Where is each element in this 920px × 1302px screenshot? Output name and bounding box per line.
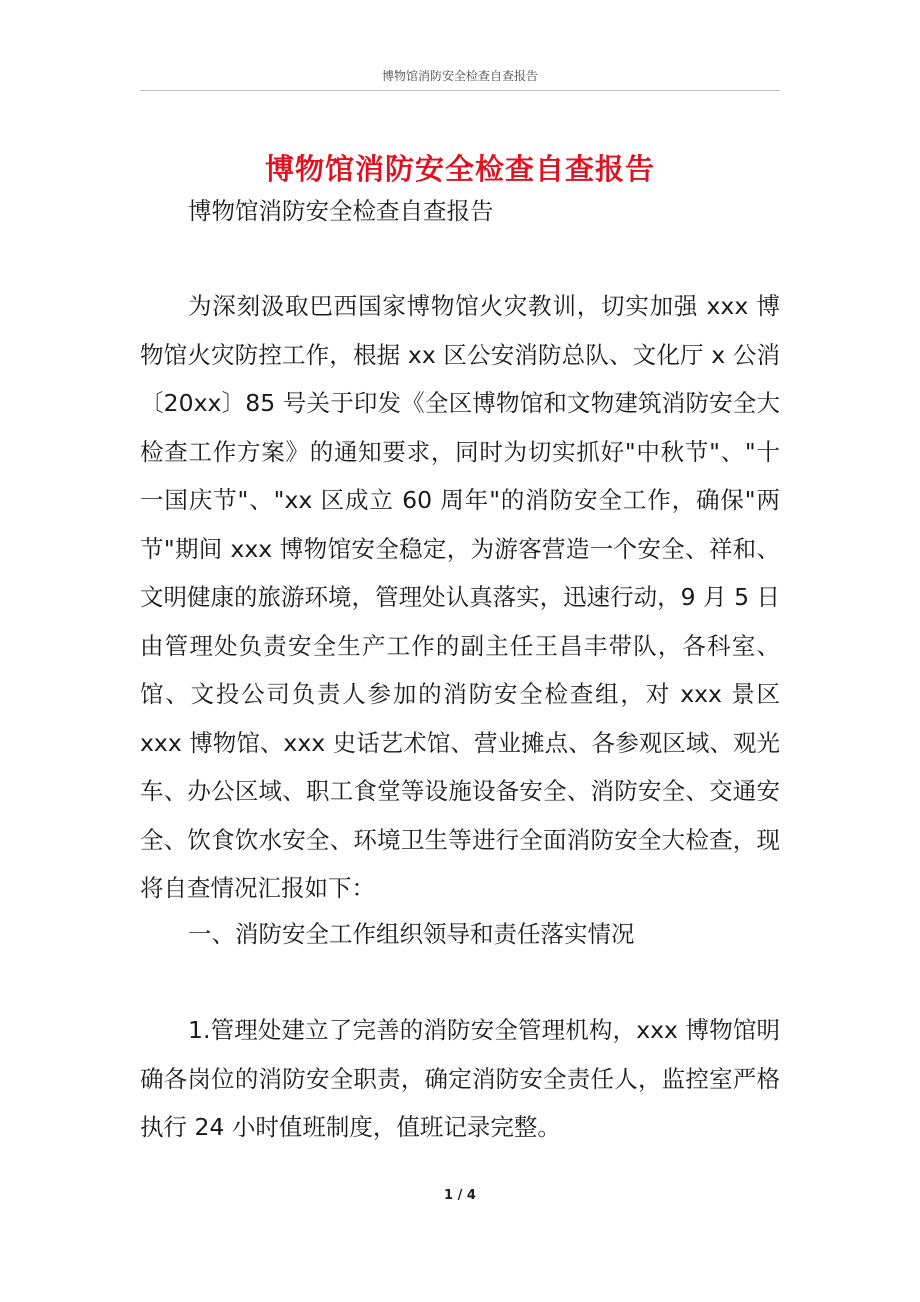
section-heading: 一、消防安全工作组织领导和责任落实情况 (188, 920, 635, 948)
body-paragraph: 为深刻汲取巴西国家博物馆火灾教训，切实加强 xxx 博物馆火灾防控工作，根据 xx 区公安消防总队、文化厅 x 公消〔20xx〕85 号关于印发《全区博物馆和文物建筑消防安全大检查工作方案》的通知要求，同时为切实抓好"中秋节"、"十一国庆节"、"xx 区成立 60 周年"的消防安全工作，确保"两节"期间 xxx 博物馆安全稳定，为游客营造一个安全、祥和、文明健康的旅游环境，管理处认真落实，迅速行动，9 月 5 日由管理处负责安全生产工作的副主任王昌丰带队，各科室、馆、文投公司负责人参加的消防安全检查组，对 xxx 景区 xxx 博物馆、xxx 史话艺术馆、营业摊点、各参观区域、观光车、办公区域、职工食堂等设施设备安全、消防安全、交通安全、饮食饮水安全、环境卫生等进行全面消防安全大检查，现将自查情况汇报如下： (140, 292, 780, 902)
document-title: 博物馆消防安全检查自查报告 (264, 152, 655, 187)
running-header: 博物馆消防安全检查自查报告 (381, 69, 538, 83)
page-number: 1 / 4 (444, 1188, 476, 1203)
document-subtitle: 博物馆消防安全检查自查报告 (188, 197, 494, 225)
header-divider (140, 90, 780, 91)
body-paragraph-item: 1.管理处建立了完善的消防安全管理机构，xxx 博物馆明确各岗位的消防安全职责，确定消防安全责任人，监控室严格执行 24 小时值班制度，值班记录完整。 (140, 1016, 780, 1141)
